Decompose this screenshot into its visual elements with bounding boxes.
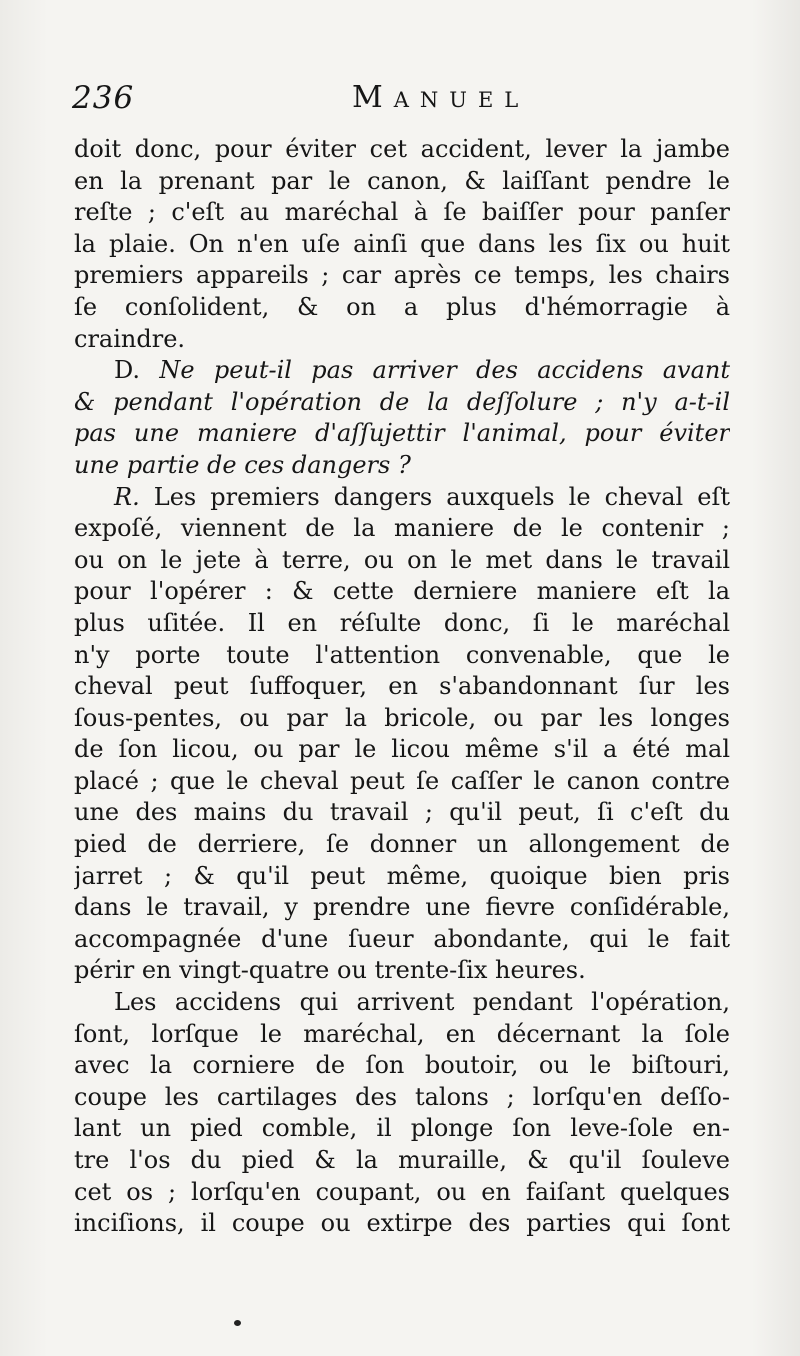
text-line: pied de derriere, ſe donner un allongement de xyxy=(74,830,730,859)
running-title: Manuel xyxy=(352,80,530,115)
answer-marker: R. xyxy=(114,482,140,511)
text-line: tre l'os du pied & la muraille, & qu'il ſouleve xyxy=(74,1146,730,1174)
text-line: pour l'opérer : & cette derniere maniere eſt la xyxy=(74,577,730,606)
text-line: dans le travail, y prendre une fievre conſidérable, xyxy=(74,893,730,922)
text-line: plus uſitée. Il en réſulte donc, ſi le maréchal xyxy=(74,608,730,637)
text-line: ou on le jete à terre, ou on le met dans le travail xyxy=(74,545,730,574)
text-line: ſe conſolident, & on a plus d'hémorragie à xyxy=(74,292,730,321)
text-line: doit donc, pour éviter cet accident, lever la jambe xyxy=(74,135,730,163)
text-line: inciſions, il coupe ou extirpe des parties qui ſont xyxy=(74,1209,730,1238)
question-paragraph xyxy=(74,355,730,481)
text-line: craindre. xyxy=(74,324,186,353)
text-line: & pendant l'opération de la deſſolure ; n'y a-t-il xyxy=(74,387,730,416)
text-line: lant un pied comble, il plonge ſon leve-ſole en- xyxy=(74,1114,730,1143)
question-text: Ne peut-il pas arriver des accidens avant xyxy=(159,356,730,385)
paragraph xyxy=(74,987,730,1240)
text-line: cet os ; lorſqu'en coupant, ou en faiſant quelques xyxy=(74,1177,730,1206)
text-line: une des mains du travail ; qu'il peut, ſi c'eſt du xyxy=(74,798,730,827)
text-line: reſte ; c'eſt au maréchal à ſe baiſſer pour panſer xyxy=(74,198,730,227)
page-header xyxy=(72,80,732,124)
text-line: de ſon licou, ou par le licou même s'il a été mal xyxy=(74,735,730,764)
text-line: périr en vingt-quatre ou trente-ſix heures. xyxy=(74,956,586,985)
text-line: en la prenant par le canon, & laiſſant pendre le xyxy=(74,166,730,195)
ink-smudge xyxy=(234,1320,241,1326)
text-line: une partie de ces dangers ? xyxy=(74,450,411,479)
text-line: pas une maniere d'aſſujettir l'animal, pour éviter xyxy=(74,419,730,448)
answer-text: Les premiers dangers auxquels le cheval eſt xyxy=(153,482,730,511)
text-line: expoſé, viennent de la maniere de le contenir ; xyxy=(74,514,730,543)
text-line: premiers appareils ; car après ce temps, les chairs xyxy=(74,261,730,290)
text-line: jarret ; & qu'il peut même, quoique bien pris xyxy=(74,861,730,890)
question-marker: D. xyxy=(114,356,141,385)
text-line xyxy=(74,355,730,387)
text-line: placé ; que le cheval peut ſe caſſer le canon contre xyxy=(74,766,730,795)
text-line: ſous-pentes, ou par la bricole, ou par les longes xyxy=(74,703,730,732)
text-line: coupe les cartilages des talons ; lorſqu'en deſſo- xyxy=(74,1082,730,1111)
text-line xyxy=(74,482,730,514)
page-number: 236 xyxy=(72,80,135,116)
body-text xyxy=(74,134,730,1240)
text-line: accompagnée d'une ſueur abondante, qui le fait xyxy=(74,924,730,953)
text-line: Les accidens qui arrivent pendant l'opération, xyxy=(114,988,730,1017)
text-line: avec la corniere de ſon boutoir, ou le biſtouri, xyxy=(74,1051,730,1080)
answer-paragraph xyxy=(74,482,730,988)
text-line: la plaie. On n'en uſe ainſi que dans les ſix ou huit xyxy=(74,229,730,258)
text-line: ſont, lorſque le maréchal, en décernant la ſole xyxy=(74,1019,730,1048)
paragraph-continuation xyxy=(74,134,730,355)
text-line: n'y porte toute l'attention convenable, que le xyxy=(74,640,730,669)
text-line: cheval peut ſuffoquer, en s'abandonnant ſur les xyxy=(74,672,730,701)
